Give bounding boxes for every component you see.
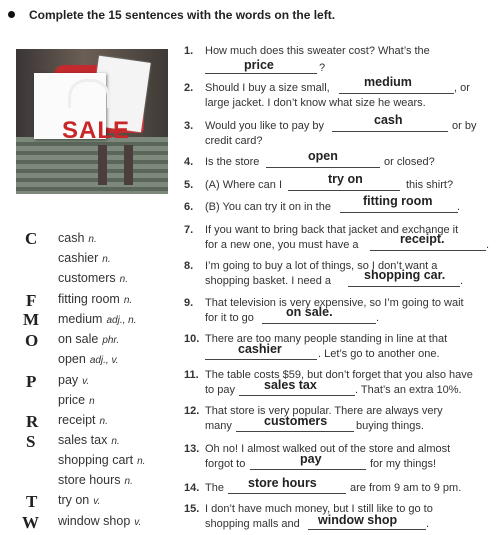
- sale-sign: SALE: [62, 117, 131, 144]
- index-letter: P: [26, 372, 37, 391]
- bag-handle: [68, 79, 110, 108]
- escalator-steps: [16, 137, 168, 194]
- answer-text: shopping car.: [364, 268, 446, 282]
- instruction-text: Complete the 15 sentences with the words on the left.: [29, 8, 336, 22]
- word-item: window shop v.: [58, 514, 142, 528]
- sale-bag-photo: [16, 49, 168, 194]
- answer-text: cash: [374, 113, 403, 127]
- word-item: cash n.: [58, 231, 97, 245]
- word-item: pay v.: [58, 373, 90, 387]
- answer-text: price: [244, 58, 274, 72]
- word-item: receipt n.: [58, 413, 108, 427]
- word-item: cashier n.: [58, 251, 111, 265]
- word-item: fitting room n.: [58, 292, 133, 306]
- index-letter: W: [22, 513, 39, 532]
- index-letter: S: [26, 432, 36, 451]
- index-letter: F: [26, 291, 37, 310]
- bullet-icon: [8, 11, 15, 18]
- index-letter: C: [25, 229, 38, 248]
- answer-text: cashier: [238, 342, 282, 356]
- word-item: store hours n.: [58, 473, 133, 487]
- answer-text: open: [308, 149, 338, 163]
- answer-text: store hours: [248, 476, 317, 490]
- answer-text: customers: [264, 414, 328, 428]
- answer-text: medium: [364, 75, 412, 89]
- leg: [124, 145, 133, 185]
- word-item: on sale phr.: [58, 332, 120, 346]
- word-item: price n: [58, 393, 95, 407]
- answer-text: try on: [328, 172, 363, 186]
- index-letter: O: [25, 331, 39, 350]
- answer-text: on sale.: [286, 305, 333, 319]
- index-letter: R: [26, 412, 39, 431]
- word-item: customers n.: [58, 271, 128, 285]
- word-item: medium adj., n.: [58, 312, 137, 326]
- word-item: shopping cart n.: [58, 453, 146, 467]
- index-letter: T: [26, 492, 38, 511]
- answer-text: receipt.: [400, 232, 445, 246]
- word-item: open adj., v.: [58, 352, 119, 366]
- answer-text: sales tax: [264, 378, 317, 392]
- answer-text: pay: [300, 452, 322, 466]
- answer-text: window shop: [318, 513, 398, 527]
- word-item: try on v.: [58, 493, 101, 507]
- index-letter: M: [23, 310, 40, 329]
- shopping-bag: [34, 73, 131, 144]
- instruction-heading: [8, 8, 335, 22]
- word-item: sales tax n.: [58, 433, 120, 447]
- answer-text: fitting room: [363, 194, 433, 208]
- leg: [98, 145, 107, 185]
